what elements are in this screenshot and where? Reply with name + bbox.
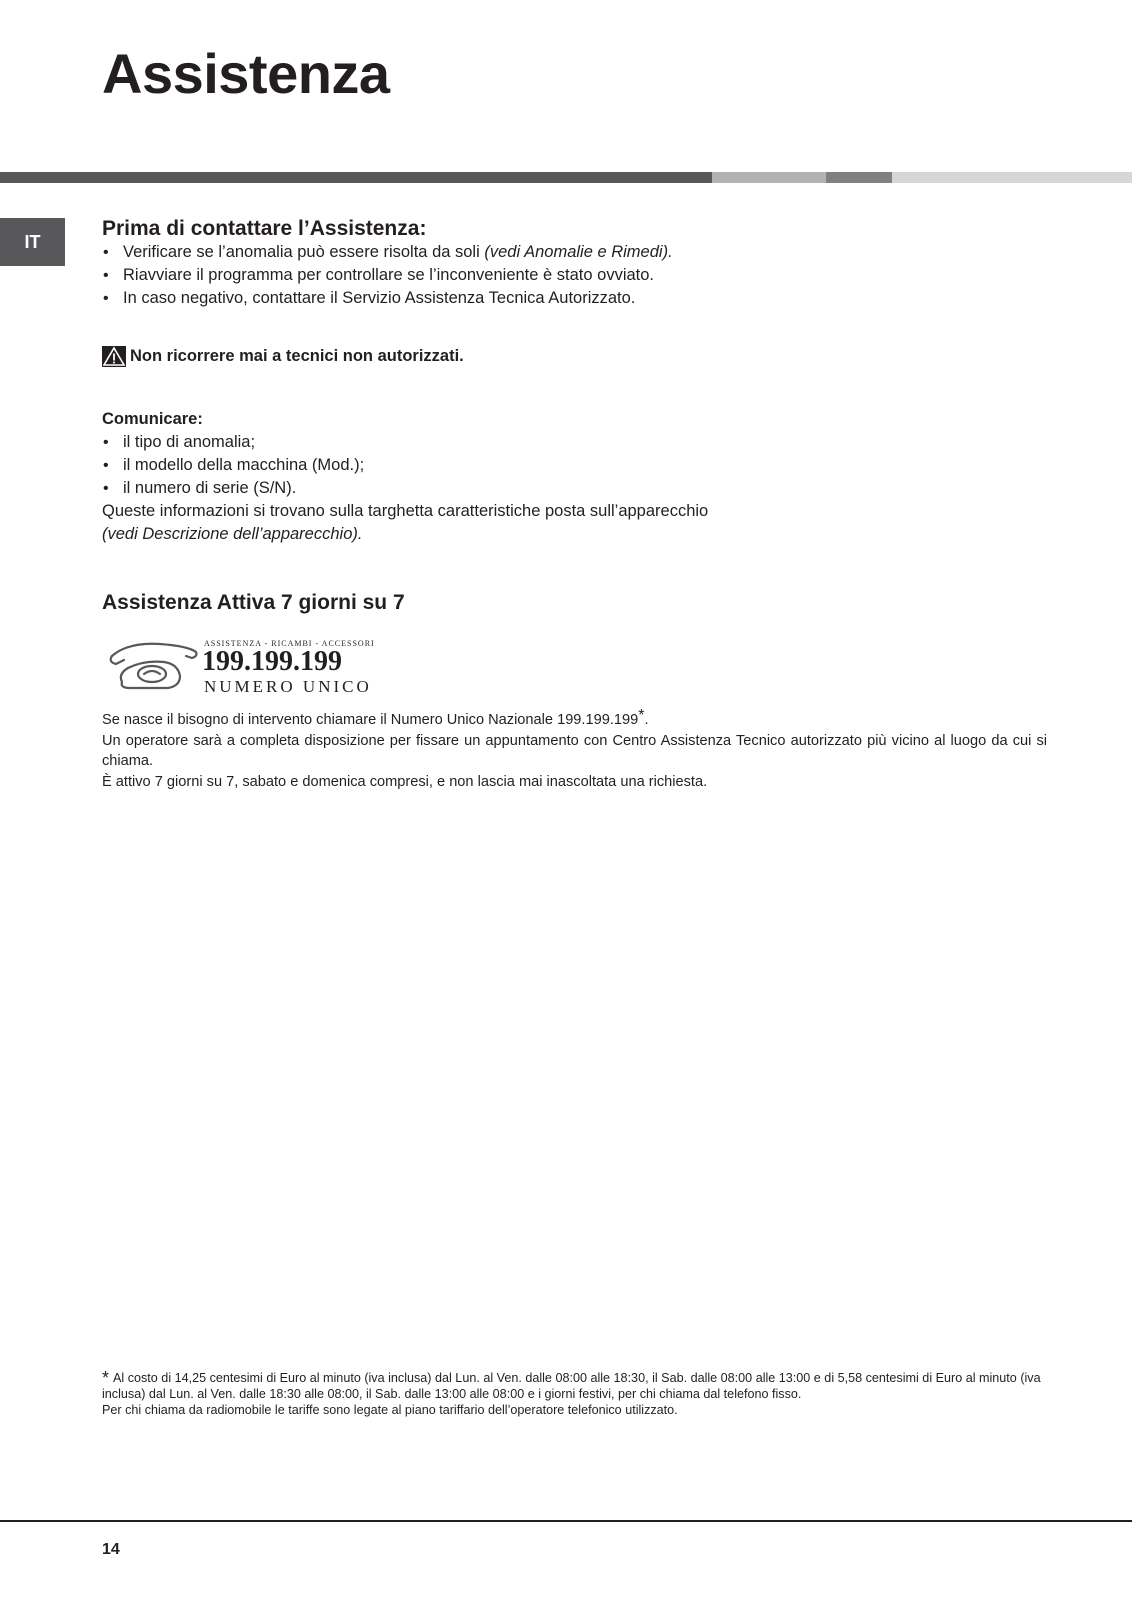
communicate-section [102,408,1047,546]
footnote-line [102,1370,1047,1402]
telephone-icon [111,644,197,688]
footnote-line: Per chi chiama da radiomobile le tariffe sono legate al piano tariffario dell’operatore telefonico utilizzato. [102,1403,678,1417]
list-item-text: Riavviare il programma per controllare se l’inconveniente è stato ovviato. [123,266,655,284]
body-paragraph: Un operatore sarà a completa disposizione per fissare un appuntamento con Centro Assistenza Tecnico autorizzato più vicino al luogo da cui si chiama. [102,732,1047,769]
list-item: • il modello della macchina (Mod.); [102,454,1047,477]
page-number: 14 [102,1541,120,1558]
list-item [102,287,1047,310]
header-bar-segment [826,172,892,183]
list-item [102,264,1047,287]
list-item [102,241,1047,264]
header-bar-segment [712,172,826,183]
list-item-reference: (vedi Anomalie e Rimedi). [484,243,673,261]
footnote-text: Al costo di 14,25 centesimi di Euro al minuto (iva inclusa) dal Lun. al Ven. dalle 08:00 alle 18:30, il Sab. dalle 08:00 alle 13:00 e di 5,58 centesimi di Euro al minuto (iva inclusa) dal Lun. al Ven. dalle 18:30 alle 08:00, il Sab. dalle 13:00 alle 08:00 e i giorni festivi, per chi chiama dal telefono fisso. [102,1371,1041,1401]
communicate-note-reference: (vedi Descrizione dell’apparecchio). [102,525,363,543]
communicate-note: Queste informazioni si trovano sulla targhetta caratteristiche posta sull’apparecchio [102,502,709,520]
header-bar-segment [892,172,1132,183]
list-item: • il tipo di anomalia; [102,431,1047,454]
footnote-mark: * [638,707,645,724]
body-paragraph-end: . [644,712,649,728]
active-service-body [102,707,1047,792]
communicate-list [102,431,1047,500]
header-bar-segment [0,172,712,183]
active-service-heading: Assistenza Attiva 7 giorni su 7 [102,591,405,614]
numero-unico-logo [108,636,398,696]
footnote-mark: * [102,1368,110,1388]
logo-tagline: ASSISTENZA - RICAMBI - ACCESSORI [204,639,375,648]
body-paragraph: È attivo 7 giorni su 7, sabato e domenica compresi, e non lascia mai inascoltata una richiesta. [102,773,708,790]
warning-note [102,346,1047,367]
footnote [102,1370,1047,1418]
page-title: Assistenza [102,42,390,105]
footer-rule [0,1520,1132,1522]
before-contact-list [102,241,1047,310]
warning-triangle-icon [102,346,126,367]
body-paragraph [102,707,1047,731]
list-item-text: In caso negativo, contattare il Servizio Assistenza Tecnica Autorizzato. [123,289,636,307]
language-tab: IT [0,218,65,266]
list-item: • il numero di serie (S/N). [102,477,1047,500]
body-paragraph-text: Se nasce il bisogno di intervento chiamare il Numero Unico Nazionale 199.199.199 [102,712,639,728]
before-contact-heading: Prima di contattare l’Assistenza: [102,217,427,240]
active-service-section [102,591,1047,615]
warning-text: Non ricorrere mai a tecnici non autorizzati. [130,347,464,365]
logo-caption: NUMERO UNICO [204,677,372,696]
logo-number: 199.199.199 [202,646,342,677]
before-contact-section [102,217,1047,310]
communicate-label: Comunicare: [102,410,203,428]
list-item-text: Verificare se l’anomalia può essere risolta da soli [123,243,485,261]
